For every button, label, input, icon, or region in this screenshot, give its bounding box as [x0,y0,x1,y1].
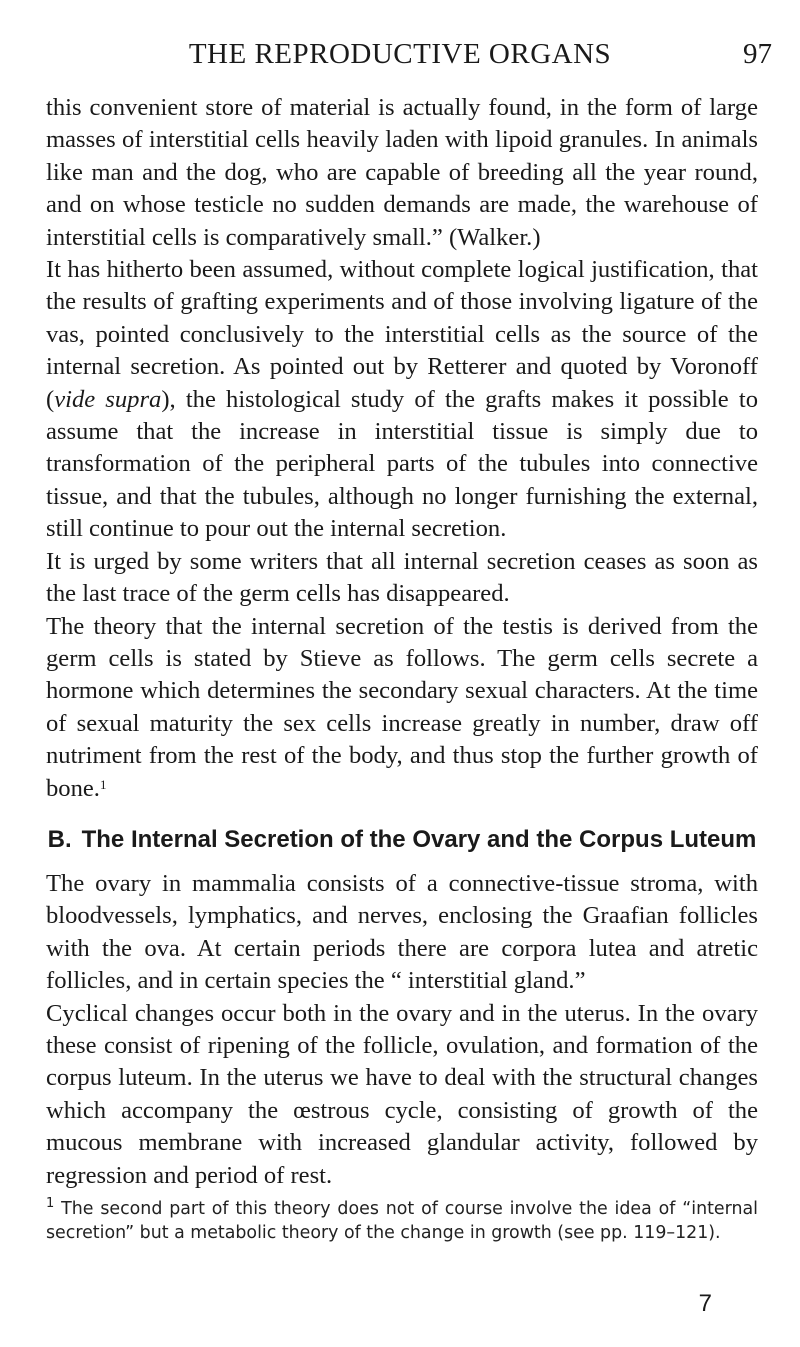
section-title: The Internal Secretion of the Ovary and the Corpus Luteum [81,825,757,853]
footnote-mark: 1 [46,1196,55,1211]
signature-mark: 7 [698,1290,712,1317]
paragraph-stieve-text: The theory that the internal secretion of the testis is derived from the germ cells is stated by Stieve as follows. The germ cells secrete a hormone which determines the secondary sexual characters. At the time of sexual maturity the sex cells increase greatly in number, draw off nutriment from the rest of the body, and thus stop the further growth of bone. [46,612,758,802]
page-number: 97 [743,38,772,70]
section-heading [46,823,758,856]
paragraph-stieve-theory [46,611,758,805]
paragraph-germ-cells: It is urged by some writers that all internal secretion ceases as soon as the last trace of the germ cells has disappeared. [46,547,758,608]
section-letter: B. [47,825,72,853]
body-text [46,92,758,1245]
paragraph-grafting-text-start: It has hitherto been assumed, without complete logical justification, that the results of grafting experiments and of those involving ligature of the vas, pointed conclusively to the interstitial cells as the source of the internal secretion. As pointed out by Retterer and quoted by Voronoff ( [46,256,758,413]
paragraph-grafting [46,254,758,546]
vide-supra-italic: vide supra [54,385,162,413]
footnote-reference: 1 [99,776,107,792]
paragraph-grafting-text-end: ), the histological study of the grafts makes it possible to assume that the increase in interstitial tissue is simply due to transformation of the peripheral parts of the tubules into connective tissue, and that the tubules, although no longer furnishing the external, still continue to pour out the internal secretion. [46,385,758,543]
paragraph-continuation: this convenient store of material is actually found, in the form of large masses of interstitial cells heavily laden with lipoid granules. In animals like man and the dog, who are capable of breeding all the year round, and on whose testicle no sudden demands are made, the warehouse of interstitial cells is comparatively small.” (Walker.) [46,94,758,251]
running-head [0,38,800,78]
footnote-text: The second part of this theory does not of course involve the idea of “internal secretion” but a metabolic theory of the change in growth (see pp. 119–121). [46,1199,758,1243]
running-title: THE REPRODUCTIVE ORGANS [188,38,612,70]
paragraph-ovary: The ovary in mammalia consists of a connective-tissue stroma, with bloodvessels, lymphatics, and nerves, enclosing the Graafian follicles with the ova. At certain periods there are corpora lutea and atretic follicles, and in certain species the “ interstitial gland.” [46,869,758,995]
footnote [46,1198,758,1245]
paragraph-cyclical-changes: Cyclical changes occur both in the ovary and in the uterus. In the ovary these consist of ripening of the follicle, ovulation, and formation of the corpus luteum. In the uterus we have to deal with the structural changes which accompany the œstrous cycle, consisting of growth of the mucous membrane with increased glandular activity, followed by regression and period of rest. [46,999,758,1189]
